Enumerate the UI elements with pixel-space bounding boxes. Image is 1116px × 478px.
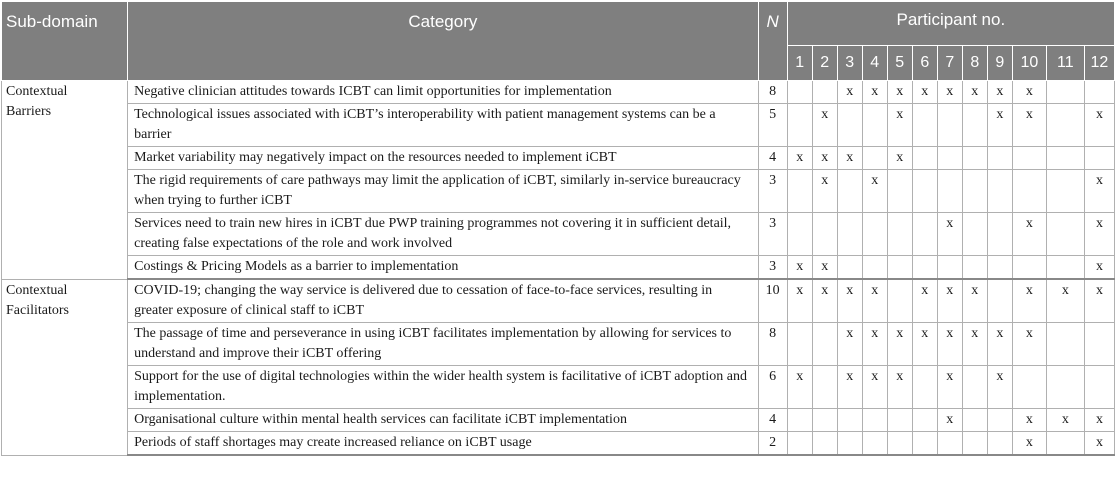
n-count-cell: 10 xyxy=(758,279,787,323)
table-header xyxy=(2,2,1115,81)
n-count-cell: 6 xyxy=(758,366,787,409)
participant-mark-cell xyxy=(837,409,862,432)
participant-mark-cell xyxy=(887,256,912,280)
participant-mark-cell xyxy=(787,170,812,213)
participant-mark-cell: x xyxy=(862,279,887,323)
n-count-cell: 3 xyxy=(758,256,787,280)
participant-mark-cell xyxy=(912,256,937,280)
participant-mark-cell xyxy=(862,104,887,147)
category-cell: Market variability may negatively impact on the resources needed to implement iCBT xyxy=(128,147,759,170)
participant-mark-cell: x xyxy=(787,147,812,170)
category-cell: The passage of time and perseverance in using iCBT facilitates implementation by allowing for services to understand and improve their iCBT offering xyxy=(128,323,759,366)
participant-mark-cell xyxy=(837,213,862,256)
participant-mark-cell xyxy=(962,256,987,280)
table-row xyxy=(2,409,1115,432)
participant-mark-cell: x xyxy=(787,279,812,323)
participant-mark-cell: x xyxy=(937,409,962,432)
participant-number-header: 5 xyxy=(887,46,912,81)
n-count-cell: 4 xyxy=(758,147,787,170)
participant-mark-cell: x xyxy=(1084,104,1114,147)
participant-mark-cell xyxy=(862,409,887,432)
participant-mark-cell xyxy=(837,432,862,456)
category-cell: COVID-19; changing the way service is delivered due to cessation of face-to-face services, resulting in greater exposure of clinical staff to iCBT xyxy=(128,279,759,323)
participant-mark-cell xyxy=(787,409,812,432)
participant-mark-cell: x xyxy=(862,366,887,409)
participant-mark-cell: x xyxy=(862,81,887,104)
participant-number-header: 8 xyxy=(962,46,987,81)
participant-mark-cell: x xyxy=(962,279,987,323)
header-category: Category xyxy=(128,2,759,81)
participant-number-header: 12 xyxy=(1084,46,1114,81)
category-cell: Organisational culture within mental health services can facilitate iCBT implementation xyxy=(128,409,759,432)
participant-mark-cell xyxy=(787,81,812,104)
header-subdomain: Sub-domain xyxy=(2,2,128,81)
participant-mark-cell: x xyxy=(787,256,812,280)
participant-mark-cell xyxy=(862,147,887,170)
participant-mark-cell: x xyxy=(1084,409,1114,432)
category-cell: Negative clinician attitudes towards ICBT can limit opportunities for implementation xyxy=(128,81,759,104)
participant-mark-cell xyxy=(812,409,837,432)
participant-mark-cell xyxy=(1012,147,1046,170)
participant-mark-cell xyxy=(912,432,937,456)
participant-mark-cell xyxy=(962,213,987,256)
participant-number-header: 1 xyxy=(787,46,812,81)
participant-mark-cell: x xyxy=(987,366,1012,409)
participant-mark-cell xyxy=(987,409,1012,432)
participant-mark-cell xyxy=(962,104,987,147)
header-participant-no: Participant no. xyxy=(787,2,1114,46)
participant-mark-cell: x xyxy=(1012,104,1046,147)
participant-mark-cell: x xyxy=(937,366,962,409)
participant-mark-cell: x xyxy=(837,366,862,409)
participant-mark-cell: x xyxy=(1084,170,1114,213)
participant-mark-cell xyxy=(1046,213,1084,256)
participant-mark-cell xyxy=(937,432,962,456)
participant-mark-cell xyxy=(912,104,937,147)
participant-mark-cell xyxy=(962,147,987,170)
participant-mark-cell xyxy=(862,256,887,280)
participant-mark-cell xyxy=(912,170,937,213)
participant-mark-cell: x xyxy=(1012,279,1046,323)
participant-mark-cell xyxy=(987,279,1012,323)
table-row xyxy=(2,366,1115,409)
participant-mark-cell xyxy=(1084,366,1114,409)
participant-mark-cell xyxy=(837,170,862,213)
participant-mark-cell: x xyxy=(1012,81,1046,104)
participant-mark-cell: x xyxy=(887,81,912,104)
participant-mark-cell: x xyxy=(837,323,862,366)
participant-mark-cell: x xyxy=(962,323,987,366)
participant-mark-cell: x xyxy=(837,147,862,170)
participant-mark-cell xyxy=(837,104,862,147)
category-cell: Periods of staff shortages may create increased reliance on iCBT usage xyxy=(128,432,759,456)
participant-mark-cell: x xyxy=(1012,432,1046,456)
category-cell: Technological issues associated with iCBT’s interoperability with patient management systems can be a barrier xyxy=(128,104,759,147)
n-count-cell: 4 xyxy=(758,409,787,432)
participant-mark-cell: x xyxy=(812,104,837,147)
participant-mark-cell xyxy=(1046,104,1084,147)
participant-mark-cell: x xyxy=(1084,213,1114,256)
participant-mark-cell xyxy=(1046,366,1084,409)
participant-number-header: 6 xyxy=(912,46,937,81)
participant-number-header: 3 xyxy=(837,46,862,81)
participant-number-header: 11 xyxy=(1046,46,1084,81)
participant-mark-cell xyxy=(937,147,962,170)
participant-mark-cell: x xyxy=(887,147,912,170)
participant-mark-cell xyxy=(912,147,937,170)
participant-mark-cell xyxy=(1046,432,1084,456)
participant-mark-cell: x xyxy=(812,279,837,323)
subdomain-label-line: Barriers xyxy=(6,104,52,119)
participant-mark-cell xyxy=(1012,256,1046,280)
participant-mark-cell: x xyxy=(987,323,1012,366)
participant-mark-cell xyxy=(1084,81,1114,104)
participant-mark-cell xyxy=(1012,170,1046,213)
participant-mark-cell: x xyxy=(787,366,812,409)
participant-mark-cell xyxy=(1046,323,1084,366)
participant-mark-cell: x xyxy=(837,81,862,104)
category-cell: Support for the use of digital technologies within the wider health system is facilitative of iCBT adoption and implementation. xyxy=(128,366,759,409)
table-row xyxy=(2,170,1115,213)
participant-mark-cell xyxy=(962,170,987,213)
category-cell: The rigid requirements of care pathways may limit the application of iCBT, similarly in-service bureaucracy when trying to further iCBT xyxy=(128,170,759,213)
participant-mark-cell xyxy=(987,170,1012,213)
participant-mark-cell: x xyxy=(812,256,837,280)
participant-mark-cell xyxy=(937,256,962,280)
participant-mark-cell xyxy=(787,213,812,256)
participant-mark-cell: x xyxy=(812,170,837,213)
participant-mark-cell xyxy=(812,323,837,366)
n-count-cell: 2 xyxy=(758,432,787,456)
participant-mark-cell: x xyxy=(1012,323,1046,366)
participant-mark-cell xyxy=(887,170,912,213)
participant-mark-cell xyxy=(787,323,812,366)
n-count-cell: 3 xyxy=(758,213,787,256)
table-row xyxy=(2,256,1115,280)
participant-mark-cell: x xyxy=(862,170,887,213)
participant-mark-cell xyxy=(1046,256,1084,280)
participant-mark-cell xyxy=(912,213,937,256)
participant-mark-cell: x xyxy=(862,323,887,366)
n-count-cell: 5 xyxy=(758,104,787,147)
participant-mark-cell: x xyxy=(987,104,1012,147)
category-cell: Costings & Pricing Models as a barrier to implementation xyxy=(128,256,759,280)
participant-mark-cell xyxy=(812,213,837,256)
participant-mark-cell xyxy=(1046,147,1084,170)
participant-mark-cell: x xyxy=(937,279,962,323)
table-row xyxy=(2,81,1115,104)
participant-mark-cell xyxy=(862,432,887,456)
table-row xyxy=(2,104,1115,147)
participant-mark-cell xyxy=(812,432,837,456)
participant-mark-cell xyxy=(1046,81,1084,104)
participant-mark-cell xyxy=(1084,147,1114,170)
participant-mark-cell: x xyxy=(912,81,937,104)
participant-mark-cell: x xyxy=(912,323,937,366)
participant-mark-cell: x xyxy=(937,81,962,104)
participant-mark-cell xyxy=(862,213,887,256)
participant-mark-cell: x xyxy=(887,323,912,366)
subdomain-label-line: Facilitators xyxy=(6,302,69,318)
participant-mark-cell xyxy=(887,432,912,456)
participant-mark-cell xyxy=(937,104,962,147)
participant-number-header: 9 xyxy=(987,46,1012,81)
participant-number-header: 7 xyxy=(937,46,962,81)
participant-mark-cell: x xyxy=(812,147,837,170)
table-row xyxy=(2,279,1115,323)
participant-mark-cell xyxy=(987,432,1012,456)
participant-mark-cell xyxy=(987,256,1012,280)
participant-mark-cell: x xyxy=(1012,213,1046,256)
participants-table xyxy=(1,1,1115,456)
participant-mark-cell xyxy=(887,279,912,323)
participant-mark-cell: x xyxy=(1084,432,1114,456)
participant-mark-cell: x xyxy=(1084,279,1114,323)
n-count-cell: 8 xyxy=(758,81,787,104)
participant-mark-cell xyxy=(812,81,837,104)
participant-mark-cell: x xyxy=(912,279,937,323)
participant-mark-cell xyxy=(937,170,962,213)
participant-mark-cell: x xyxy=(962,81,987,104)
participant-mark-cell xyxy=(837,256,862,280)
participant-mark-cell: x xyxy=(887,366,912,409)
category-cell: Services need to train new hires in iCBT due PWP training programmes not covering it in sufficient detail, creating false expectations of the role and work involved xyxy=(128,213,759,256)
participant-mark-cell xyxy=(887,213,912,256)
participant-mark-cell xyxy=(787,104,812,147)
participant-mark-cell xyxy=(962,432,987,456)
participant-number-header: 10 xyxy=(1012,46,1046,81)
header-n: N xyxy=(758,2,787,81)
table-row xyxy=(2,147,1115,170)
participant-mark-cell xyxy=(887,409,912,432)
participant-mark-cell: x xyxy=(1012,409,1046,432)
participant-mark-cell: x xyxy=(837,279,862,323)
n-count-cell: 8 xyxy=(758,323,787,366)
n-count-cell: 3 xyxy=(758,170,787,213)
participant-mark-cell xyxy=(962,409,987,432)
subdomain-cell xyxy=(2,81,128,280)
participant-mark-cell: x xyxy=(1084,256,1114,280)
participant-mark-cell: x xyxy=(1046,279,1084,323)
table-row xyxy=(2,323,1115,366)
participant-mark-cell xyxy=(912,366,937,409)
participant-mark-cell xyxy=(987,147,1012,170)
participant-mark-cell: x xyxy=(1046,409,1084,432)
subdomain-label-line: Contextual xyxy=(6,282,68,298)
participant-mark-cell: x xyxy=(887,104,912,147)
participant-mark-cell xyxy=(1084,323,1114,366)
participant-number-header: 4 xyxy=(862,46,887,81)
participant-mark-cell xyxy=(987,213,1012,256)
participant-mark-cell xyxy=(812,366,837,409)
subdomain-cell xyxy=(2,279,128,455)
subdomain-label-line: Contextual xyxy=(6,84,68,99)
participant-mark-cell xyxy=(912,409,937,432)
participant-number-header: 2 xyxy=(812,46,837,81)
participant-mark-cell: x xyxy=(937,323,962,366)
table-row xyxy=(2,432,1115,456)
participant-mark-cell xyxy=(1046,170,1084,213)
participant-mark-cell: x xyxy=(937,213,962,256)
table-row xyxy=(2,213,1115,256)
table-body xyxy=(2,81,1115,456)
participant-mark-cell xyxy=(962,366,987,409)
participant-mark-cell xyxy=(1012,366,1046,409)
participant-mark-cell xyxy=(787,432,812,456)
participant-mark-cell: x xyxy=(987,81,1012,104)
